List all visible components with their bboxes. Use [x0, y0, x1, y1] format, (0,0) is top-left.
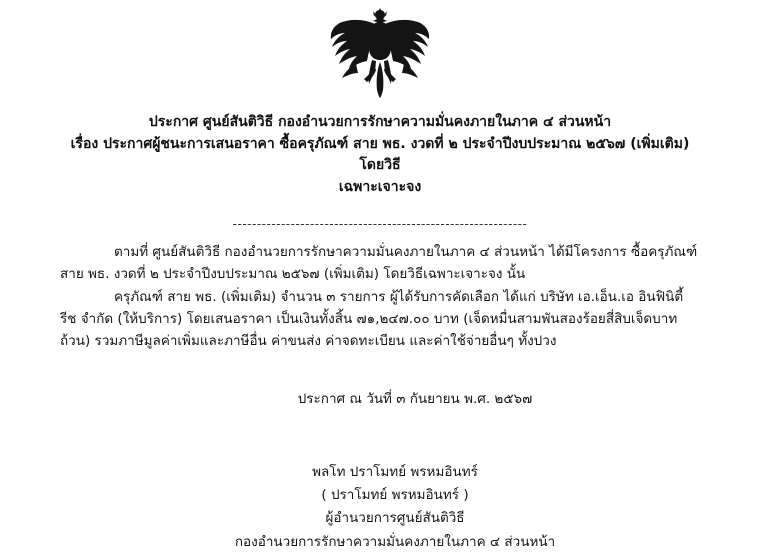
signature-block: [60, 461, 700, 554]
title-line-2: เรื่อง ประกาศผู้ชนะการเสนอราคา ซื้อครุภัณฑ์ สาย พธ. งวดที่ ๒ ประจำปีงบประมาณ ๒๕๖๗ (เพิ่มเติม) โดยวิธี: [70, 135, 690, 174]
document-body: [60, 242, 700, 353]
divider-line: -------------------------------------------------------------: [232, 216, 528, 231]
body-paragraph-1: ตามที่ ศูนย์สันติวิธี กองอำนวยการรักษาความมั่นคงภายในภาค ๔ ส่วนหน้า ได้มีโครงการ ซื้อครุภัณฑ์ สาย พธ. งวดที่ ๒ ประจำปีงบประมาณ ๒๕๖๗ (เพิ่มเติม) โดยวิธีเฉพาะเจาะจง นั้น: [60, 243, 698, 282]
title-line-1: ประกาศ ศูนย์สันติวิธี กองอำนวยการรักษาความมั่นคงภายในภาค ๔ ส่วนหน้า: [148, 114, 612, 130]
signer-position: ผู้อำนวยการศูนย์สันติวิธี: [325, 510, 465, 527]
title-line-3: เฉพาะเจาะจง: [338, 179, 422, 196]
body-paragraph-2: ครุภัณฑ์ สาย พธ. (เพิ่มเติม) จำนวน ๓ รายการ ผู้ได้รับการคัดเลือก ได้แก่ บริษัท เอ.เอ็น.เอ อินฟินิตี้ รีช จำกัด (ให้บริการ) โดยเสนอราคา เป็นเงินทั้งสิ้น ๗๑,๒๔๗.๐๐ บาท (เจ็ดหมื่นสามพันสองร้อยสี่สิบเจ็ดบาทถ้วน) รวมภาษีมูลค่าเพิ่มและภาษีอื่น ค่าขนส่ง ค่าจดทะเบียน และค่าใช้จ่ายอื่นๆ ทั้งปวง: [60, 289, 684, 350]
garuda-emblem-icon: [328, 8, 432, 98]
signer-name: พลโท ปราโมทย์ พรหมอินทร์: [312, 464, 478, 481]
announcement-date: ประกาศ ณ วันที่ ๓ กันยายน พ.ศ. ๒๕๖๗: [297, 391, 533, 408]
divider: [60, 213, 700, 232]
signer-name-parenthetical: ( ปราโมทย์ พรหมอินทร์ ): [321, 487, 469, 504]
document-title: [60, 112, 700, 199]
emblem-container: [60, 0, 700, 104]
signer-organization: กองอำนวยการรักษาความมั่นคงภายในภาค ๔ ส่วนหน้า: [234, 533, 556, 550]
